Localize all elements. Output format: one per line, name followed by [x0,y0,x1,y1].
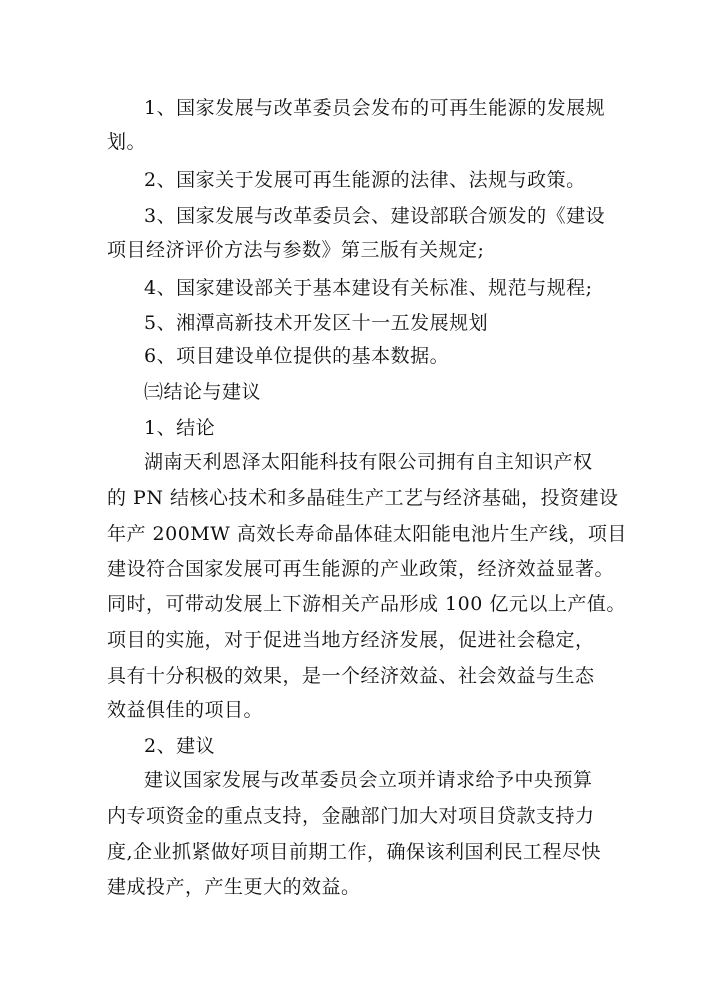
conclusion-line-1: 湖南天利恩泽太阳能科技有限公司拥有自主知识产权 [144,451,593,473]
conclusion-line-2: 的 PN 结核心技术和多晶硅生产工艺与经济基础，投资建设 [107,487,619,509]
suggestion-line-3: 度,企业抓紧做好项目前期工作，确保该利国利民工程尽快 [107,841,602,863]
conclusion-line-8: 效益俱佳的项目。 [107,699,264,721]
list-item-3-line-1: 3、国家发展与改革委员会、建设部联合颁发的《建设 [144,205,606,227]
conclusion-line-3: 年产 200MW 高效长寿命晶体硅太阳能电池片生产线，项目 [107,523,627,545]
suggestion-line-2: 内专项资金的重点支持，金融部门加大对项目贷款支持力 [107,805,595,827]
conclusion-line-6: 项目的实施，对于促进当地方经济发展，促进社会稳定， [107,629,595,651]
list-item-5: 5、湘潭高新技术开发区十一五发展规划 [144,312,489,334]
suggestion-line-1: 建议国家发展与改革委员会立项并请求给予中央预算 [144,769,593,791]
list-item-2: 2、国家关于发展可再生能源的法律、法规与政策。 [144,169,586,191]
list-item-1-line-2: 划。 [107,131,147,153]
conclusion-line-7: 具有十分积极的效果，是一个经济效益、社会效益与生态 [107,665,595,687]
list-item-6: 6、项目建设单位提供的基本数据。 [144,345,450,367]
list-item-4: 4、国家建设部关于基本建设有关标准、规范与规程; [144,277,593,299]
conclusion-line-5: 同时，可带动发展上下游相关产品形成 100 亿元以上产值。 [107,593,626,615]
list-item-3-line-2: 项目经济评价方法与参数》第三版有关规定; [107,239,485,261]
suggestion-line-4: 建成投产，产生更大的效益。 [107,876,361,898]
section-heading: ㈢结论与建议 [144,381,262,403]
conclusion-heading: 1、结论 [144,417,216,439]
list-item-1-line-1: 1、国家发展与改革委员会发布的可再生能源的发展规 [144,97,606,119]
conclusion-line-4: 建设符合国家发展可再生能源的产业政策，经济效益显著。 [107,558,615,580]
suggestion-heading: 2、建议 [144,735,216,757]
